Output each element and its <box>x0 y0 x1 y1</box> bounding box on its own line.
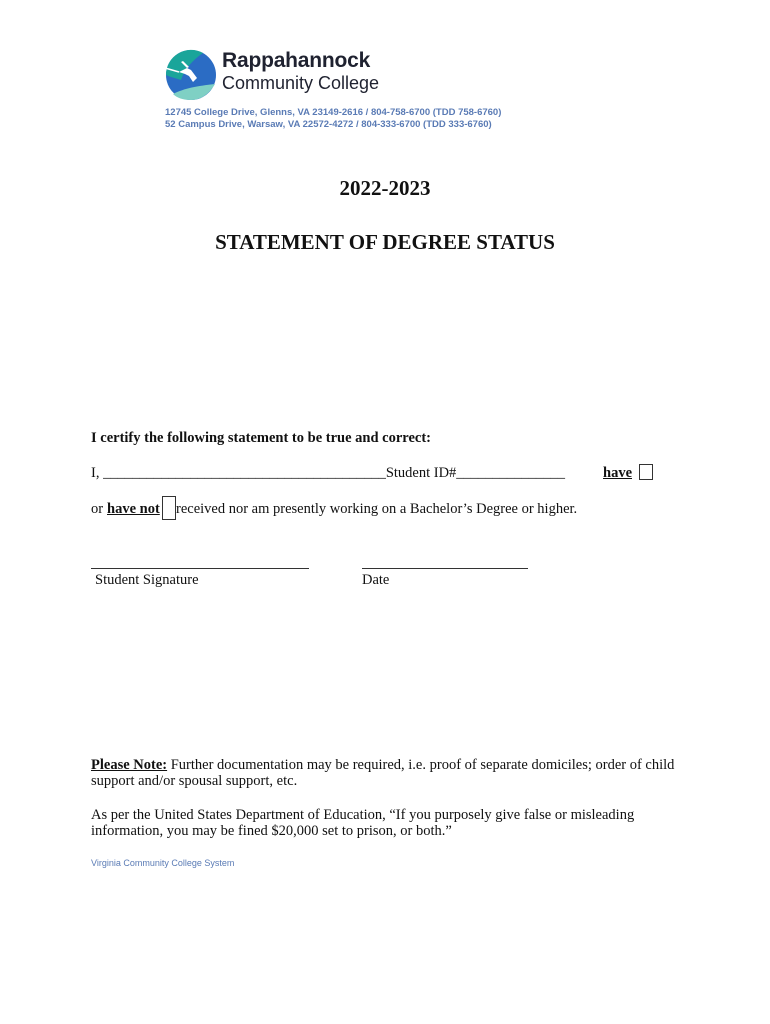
warning-line-2: information, you may be fined $20,000 set to prison, or both.” <box>91 823 452 839</box>
page-title: STATEMENT OF DEGREE STATUS <box>215 230 555 254</box>
degree-statement: received nor am presently working on a Bachelor’s Degree or higher. <box>176 501 578 517</box>
checkbox-have-icon[interactable] <box>639 464 653 480</box>
warning-line-1: As per the United States Department of Education, “If you purposely give false or misleading <box>91 807 635 823</box>
date-label: Date <box>362 572 390 588</box>
footer-text: Virginia Community College System <box>91 858 235 868</box>
college-subname: Community College <box>222 73 380 93</box>
address-line-2: 52 Campus Drive, Warsaw, VA 22572-4272 / 804-333-6700 (TDD 333-6760) <box>165 119 492 130</box>
note-paragraph <box>91 757 674 774</box>
signature-line[interactable] <box>91 568 309 569</box>
college-name: Rappahannock <box>222 49 371 72</box>
checkbox-have-not-icon[interactable] <box>162 496 176 520</box>
certify-statement: I certify the following statement to be true and correct: <box>91 430 431 446</box>
date-line[interactable] <box>362 568 528 569</box>
logo-heron-icon <box>163 48 219 102</box>
address-line-1: 12745 College Drive, Glenns, VA 23149-2616 / 804-758-6700 (TDD 758-6760) <box>165 107 502 118</box>
note-text-2: support and/or spousal support, etc. <box>91 773 298 789</box>
note-label: Please Note: <box>91 757 168 773</box>
name-id-line: I, _______________________________________Student ID#_______________ <box>91 465 566 481</box>
note-text-1: Further documentation may be required, i.e. proof of separate domiciles; order of child <box>167 757 675 773</box>
signature-label: Student Signature <box>95 572 199 588</box>
have-label: have <box>603 465 632 481</box>
have-not-label: have not <box>107 501 160 517</box>
or-text: or <box>91 501 104 517</box>
academic-year: 2022-2023 <box>339 176 431 200</box>
